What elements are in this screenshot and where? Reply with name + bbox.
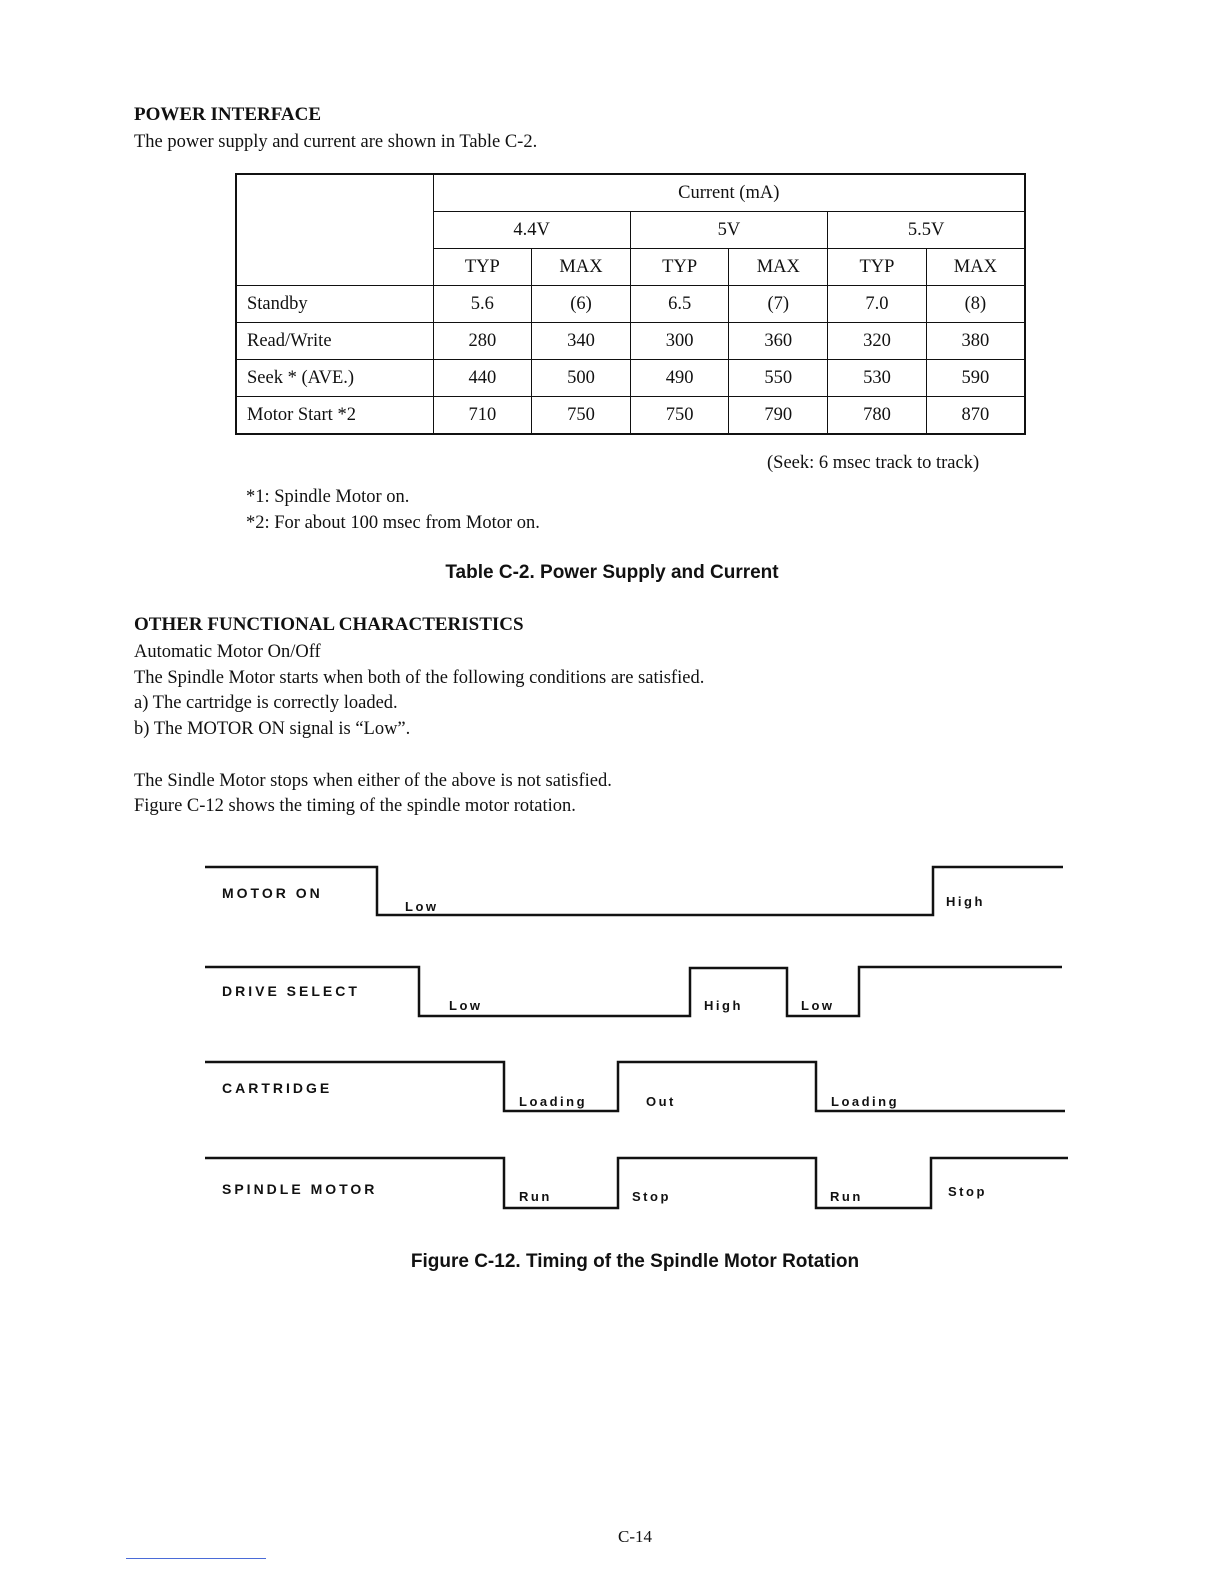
subheading-motor: Automatic Motor On/Off <box>134 642 321 662</box>
table-cell: 280 <box>433 323 532 360</box>
state-label: High <box>946 894 985 909</box>
timing-diagram <box>0 850 1224 1230</box>
page-number: C-14 <box>618 1527 652 1546</box>
signal-label-motor-on: MOTOR ON <box>222 885 323 901</box>
table-cell: 710 <box>433 397 532 435</box>
subheader-cell: TYP <box>630 249 729 286</box>
table-cell: 6.5 <box>630 286 729 323</box>
state-label: Low <box>801 998 835 1013</box>
subheader-cell: MAX <box>926 249 1025 286</box>
voltage-header: 4.4V <box>433 212 630 249</box>
table-cell: (7) <box>729 286 828 323</box>
state-label: Stop <box>948 1184 987 1199</box>
state-label: High <box>704 998 743 1013</box>
subheader-cell: MAX <box>729 249 828 286</box>
table-cell: 490 <box>630 360 729 397</box>
table-cell: 360 <box>729 323 828 360</box>
signal-label-cartridge: CARTRIDGE <box>222 1080 333 1096</box>
table-cell: 790 <box>729 397 828 435</box>
voltage-header: 5.5V <box>828 212 1025 249</box>
paragraph-line: Figure C-12 shows the timing of the spindle motor rotation. <box>134 796 576 816</box>
motor-on-waveform <box>205 867 1063 915</box>
state-label: Low <box>405 899 439 914</box>
table-header-row <box>236 174 1025 212</box>
power-table <box>235 173 1026 435</box>
table-cell: 500 <box>532 360 631 397</box>
table-cell: 780 <box>828 397 927 435</box>
state-label: Loading <box>519 1094 588 1109</box>
section-heading-power: POWER INTERFACE <box>134 104 322 125</box>
decorative-rule <box>126 1558 266 1559</box>
table-cell: 5.6 <box>433 286 532 323</box>
table-cell: 320 <box>828 323 927 360</box>
state-label: Run <box>830 1189 863 1204</box>
subheader-cell: TYP <box>433 249 532 286</box>
state-label: Loading <box>831 1094 900 1109</box>
table-cell: 300 <box>630 323 729 360</box>
row-label: Standby <box>236 286 433 323</box>
table-row <box>236 360 1025 397</box>
row-label: Motor Start *2 <box>236 397 433 435</box>
table-caption: Table C-2. Power Supply and Current <box>445 562 779 583</box>
table-cell: 380 <box>926 323 1025 360</box>
table-cell: (8) <box>926 286 1025 323</box>
table-row <box>236 286 1025 323</box>
table-cell: 590 <box>926 360 1025 397</box>
row-label: Read/Write <box>236 323 433 360</box>
table-cell: 750 <box>630 397 729 435</box>
state-label: Run <box>519 1189 552 1204</box>
table-cell: 530 <box>828 360 927 397</box>
row-label: Seek * (AVE.) <box>236 360 433 397</box>
section-heading-other: OTHER FUNCTIONAL CHARACTERISTICS <box>134 614 524 635</box>
table-row <box>236 397 1025 435</box>
table-corner-cell <box>236 174 433 286</box>
cartridge-waveform <box>205 1062 1065 1111</box>
seek-note: (Seek: 6 msec track to track) <box>767 453 980 473</box>
table-cell: 440 <box>433 360 532 397</box>
signal-label-spindle-motor: SPINDLE MOTOR <box>222 1181 378 1197</box>
state-label: Out <box>646 1094 676 1109</box>
current-header: Current (mA) <box>433 174 1025 212</box>
paragraph-line: The Spindle Motor starts when both of the following conditions are satisfied. <box>134 668 705 688</box>
table-cell: (6) <box>532 286 631 323</box>
subheader-cell: MAX <box>532 249 631 286</box>
footnote-2: *2: For about 100 msec from Motor on. <box>246 513 540 533</box>
table-cell: 550 <box>729 360 828 397</box>
paragraph-line: The Sindle Motor stops when either of the above is not satisfied. <box>134 771 612 791</box>
table-cell: 7.0 <box>828 286 927 323</box>
state-label: Stop <box>632 1189 671 1204</box>
table-cell: 340 <box>532 323 631 360</box>
voltage-header: 5V <box>630 212 827 249</box>
state-label: Low <box>449 998 483 1013</box>
table-cell: 750 <box>532 397 631 435</box>
power-intro-text: The power supply and current are shown in Table C-2. <box>134 132 538 152</box>
list-item: b) The MOTOR ON signal is “Low”. <box>134 719 411 739</box>
table-row <box>236 323 1025 360</box>
footnote-1: *1: Spindle Motor on. <box>246 487 410 507</box>
figure-caption: Figure C-12. Timing of the Spindle Motor Rotation <box>410 1251 860 1272</box>
list-item: a) The cartridge is correctly loaded. <box>134 693 398 713</box>
table-cell: 870 <box>926 397 1025 435</box>
subheader-cell: TYP <box>828 249 927 286</box>
signal-label-drive-select: DRIVE SELECT <box>222 983 360 999</box>
